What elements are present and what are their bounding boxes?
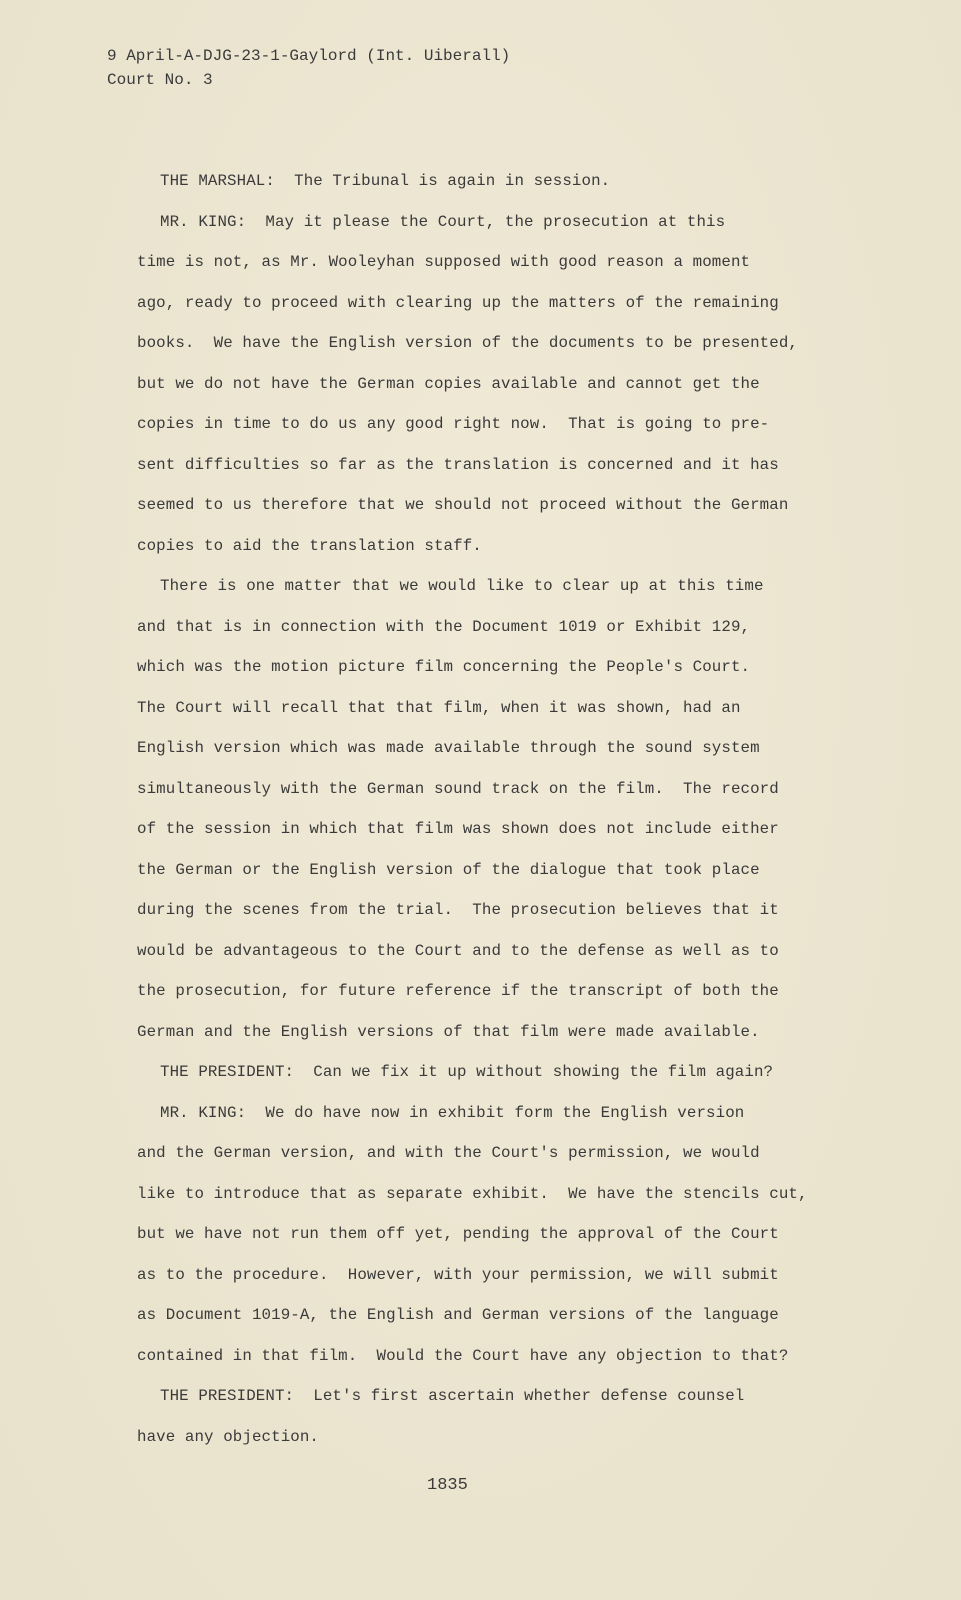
transcript-line: THE PRESIDENT: Can we fix it up without showing the film again? xyxy=(160,1063,774,1081)
transcript-line: but we have not run them off yet, pending the approval of the Court xyxy=(137,1225,779,1243)
transcript-line: have any objection. xyxy=(137,1427,320,1446)
page-number: 1835 xyxy=(427,1476,468,1495)
transcript-line: time is not, as Mr. Wooleyhan supposed with good reason a moment xyxy=(137,253,751,271)
transcript-line: copies to aid the translation staff. xyxy=(137,536,482,555)
transcript-line: which was the motion picture film concerning the People's Court. xyxy=(137,658,751,676)
transcript-line: There is one matter that we would like to clear up at this time xyxy=(160,577,764,595)
transcript-line: THE MARSHAL: The Tribunal is again in session. xyxy=(160,172,611,190)
transcript-line: copies in time to do us any good right now. That is going to pre- xyxy=(137,415,770,433)
transcript-line: would be advantageous to the Court and to the defense as well as to xyxy=(137,941,779,960)
transcript-line: contained in that film. Would the Court have any objection to that? xyxy=(137,1346,789,1365)
transcript-line: like to introduce that as separate exhibit. We have the stencils cut, xyxy=(137,1184,808,1203)
transcript-line: books. We have the English version of the documents to be presented, xyxy=(137,334,798,352)
transcript-line: and the German version, and with the Court's permission, we would xyxy=(137,1144,760,1162)
header-line-2: Court No. 3 xyxy=(107,71,213,89)
transcript-line: simultaneously with the German sound track on the film. The record xyxy=(137,779,779,798)
transcript-line: MR. KING: We do have now in exhibit form the English version xyxy=(160,1103,745,1122)
transcript-line: as Document 1019-A, the English and German versions of the language xyxy=(137,1306,779,1324)
transcript-line: the German or the English version of the dialogue that took place xyxy=(137,860,760,879)
transcript-line: English version which was made available through the sound system xyxy=(137,739,760,757)
transcript-line: ago, ready to proceed with clearing up the matters of the remaining xyxy=(137,293,779,312)
transcript-line: THE PRESIDENT: Let's first ascertain whether defense counsel xyxy=(160,1387,745,1405)
transcript-line: sent difficulties so far as the translation is concerned and it has xyxy=(137,455,779,474)
header-line-1: 9 April-A-DJG-23-1-Gaylord (Int. Uiberall) xyxy=(107,47,511,65)
transcript-line: seemed to us therefore that we should not proceed without the German xyxy=(137,496,789,514)
transcript-line: during the scenes from the trial. The prosecution believes that it xyxy=(137,901,779,919)
transcript-line: and that is in connection with the Document 1019 or Exhibit 129, xyxy=(137,617,751,636)
transcript-line: MR. KING: May it please the Court, the prosecution at this xyxy=(160,212,726,231)
transcript-line: The Court will recall that that film, when it was shown, had an xyxy=(137,698,741,717)
transcript-line: German and the English versions of that film were made available. xyxy=(137,1022,760,1041)
transcript-line: as to the procedure. However, with your permission, we will submit xyxy=(137,1265,779,1284)
transcript-line: the prosecution, for future reference if the transcript of both the xyxy=(137,982,779,1000)
transcript-line: but we do not have the German copies available and cannot get the xyxy=(137,374,760,393)
transcript-line: of the session in which that film was shown does not include either xyxy=(137,820,779,838)
